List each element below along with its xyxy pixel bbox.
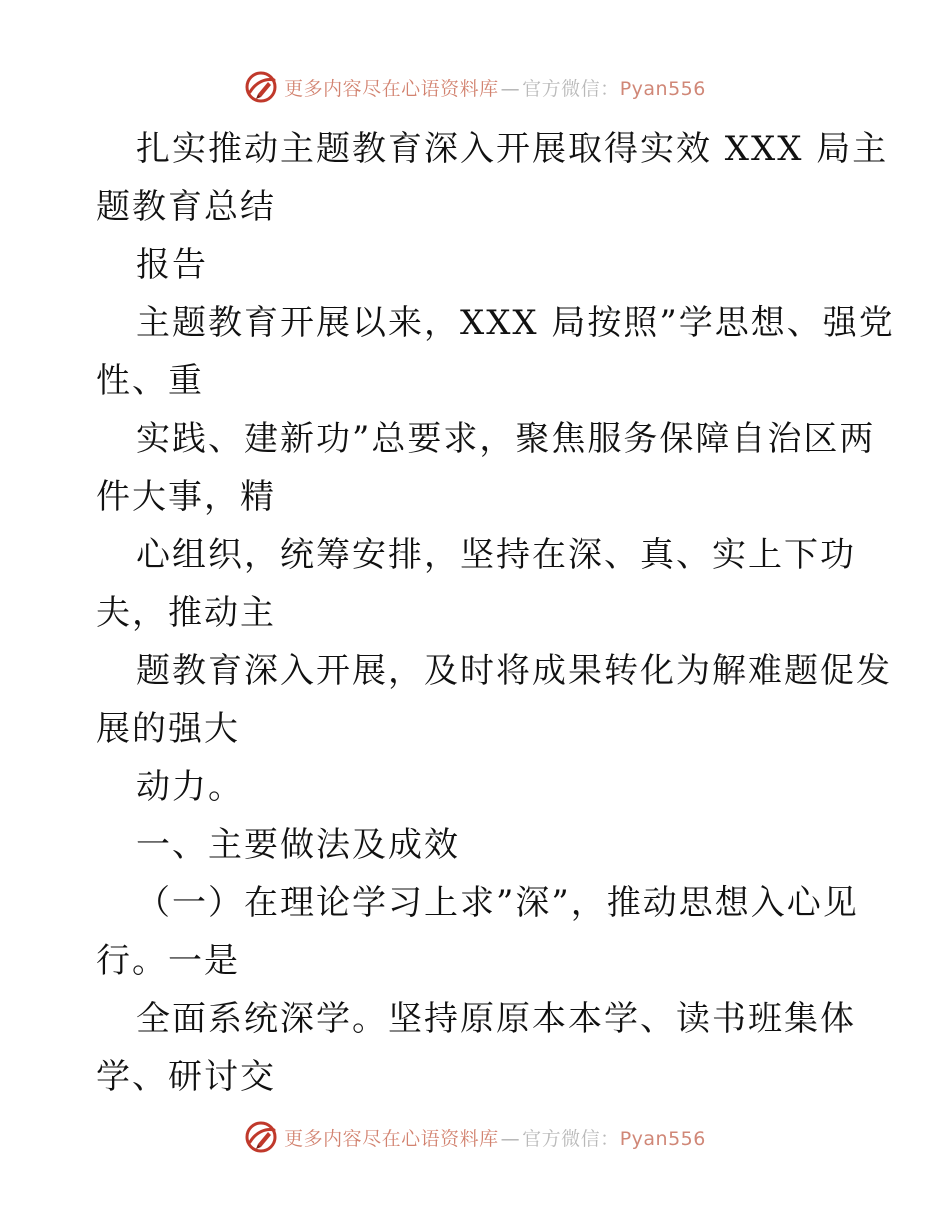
document-line: 性、重 bbox=[96, 361, 204, 401]
document-line: 夫，推动主 bbox=[96, 593, 276, 633]
document-line: 心组织，统筹安排，坚持在深、真、实上下功 bbox=[136, 535, 856, 575]
document-line: 全面系统深学。坚持原原本本学、读书班集体 bbox=[136, 999, 856, 1039]
document-line: 行。一是 bbox=[96, 941, 240, 981]
document-body bbox=[96, 120, 895, 1106]
document-line: 主题教育开展以来，XXX 局按照”学思想、强党 bbox=[136, 303, 895, 343]
watermark-text bbox=[284, 74, 706, 101]
watermark-wechat-label: 官方微信： bbox=[522, 1127, 620, 1150]
document-line: 学、研讨交 bbox=[96, 1057, 276, 1097]
watermark-wechat-label: 官方微信： bbox=[522, 77, 620, 100]
watermark-site-name: 更多内容尽在心语资料库 bbox=[284, 1127, 499, 1150]
document-line: 扎实推动主题教育深入开展取得实效 XXX 局主 bbox=[136, 129, 889, 169]
watermark-dash: — bbox=[500, 1127, 521, 1150]
document-line: 题教育深入开展，及时将成果转化为解难题促发 bbox=[136, 651, 892, 691]
document-line: 动力。 bbox=[136, 767, 244, 807]
watermark-site-name: 更多内容尽在心语资料库 bbox=[284, 77, 499, 100]
document-line: 展的强大 bbox=[96, 709, 240, 749]
watermark-wechat-id: Pyan556 bbox=[619, 77, 706, 100]
document-line: 报告 bbox=[136, 245, 208, 285]
red-pen-logo-icon bbox=[244, 70, 278, 104]
document-line: 题教育总结 bbox=[96, 187, 276, 227]
watermark-dash: — bbox=[500, 77, 521, 100]
watermark-text bbox=[284, 1124, 706, 1151]
header-watermark bbox=[0, 70, 950, 104]
red-pen-logo-icon bbox=[244, 1120, 278, 1154]
watermark-wechat-id: Pyan556 bbox=[619, 1127, 706, 1150]
document-line: 件大事，精 bbox=[96, 477, 276, 517]
subsection-heading: （一）在理论学习上求”深”，推动思想入心见 bbox=[136, 883, 859, 923]
footer-watermark bbox=[0, 1120, 950, 1154]
section-heading: 一、主要做法及成效 bbox=[136, 825, 460, 865]
document-line: 实践、建新功”总要求，聚焦服务保障自治区两 bbox=[136, 419, 876, 459]
